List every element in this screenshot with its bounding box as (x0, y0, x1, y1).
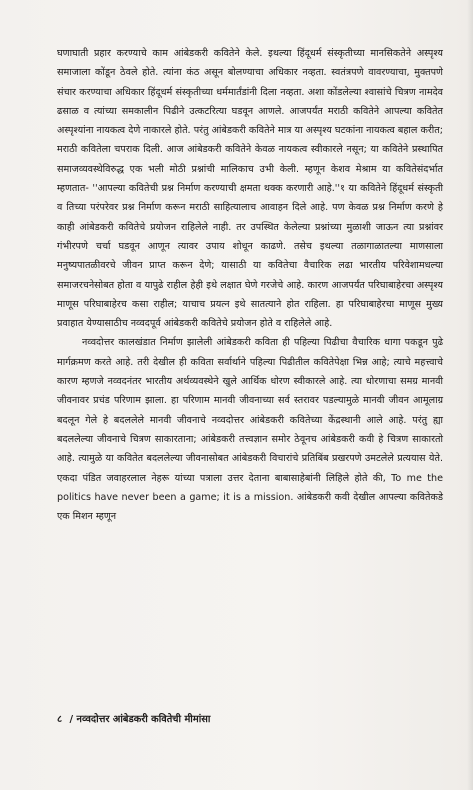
running-title: नव्वदोत्तर आंबेडकरी कवितेची मीमांसा (76, 714, 211, 725)
paragraph-1: घणाघाती प्रहार करण्याचे काम आंबेडकरी कवितेने केले. इथल्या हिंदूधर्म संस्कृतीच्या मानसिकतेने अस्पृश्य समाजाला कोंडून ठेवले होते. त्यांना कंठ असून बोलण्याचा अधिकार नव्हता. स्वतंत्रपणे वावरण्याचा, मुक्तपणे संचार करण्याचा अधिकार हिंदूधर्म संस्कृतीच्या धर्ममार्तंडांनी दिला नव्हता. अशा कोंडलेल्या श्वासांचे चित्रण नामदेव ढसाळ व त्यांच्या समकालीन पिढीने उत्कटरित्या घडवून आणले. आजपर्यंत मराठी कवितेने आपल्या कवितेत अस्पृश्यांना नायकत्व देणे नाकारले होते. परंतु आंबेडकरी कवितेने मात्र या अस्पृश्य घटकांना नायकत्व बहाल करीत; मराठी कवितेला चपराक दिली. आज आंबेडकरी कवितेने केवळ नायकत्व स्वीकारले नसून; या कवितेने प्रस्थापित समाजव्यवस्थेविरुद्ध एक भली मोठी प्रश्नांची मालिकाच उभी केली. म्हणून केशव मेश्राम या कवितेसंदर्भात म्हणतात- ''आपल्या कवितेची प्रश्न निर्माण करण्याची क्षमता थक्क करणारी आहे.''१ या कवितेने हिंदूधर्म संस्कृती व तिच्या परंपरेवर प्रश्न निर्माण करून मराठी साहित्यालाच आवाहन दिले आहे. पण केवळ प्रश्न निर्माण करणे हे काही आंबेडकरी कवितेचे प्रयोजन राहिलेले नाही. तर उपस्थित केलेल्या प्रश्नांच्या मुळाशी जाऊन त्या प्रश्नांवर गंभीरपणे चर्चा घडवून आणून त्यावर उपाय शोधून काढणे. तसेच इथल्या तळागाळातल्या माणसाला मनुष्यपातळीवरचे जीवन प्राप्त करून देणे; यासाठी या कवितेचा वैचारिक लढा भारतीय परिवेशामधल्या समाजरचनेसोबत होता व यापुढे राहील हेही इथे लक्षात घेणे गरजेचे आहे. कारण आजपर्यंत परिघाबाहेरचा अस्पृश्य माणूस परिघाबाहेरच कसा राहील; याचाच प्रयत्न इथे सातत्याने होत राहिला. हा परिघाबाहेरचा माणूस मुख्य प्रवाहात येण्यासाठीच नव्वदपूर्व आंबेडकरी कवितेचे प्रयोजन होते व राहिलेले आहे. (57, 48, 443, 330)
footer-separator: / (69, 714, 74, 725)
paragraph-2: नव्वदोत्तर कालखंडात निर्माण झालेली आंबेडकरी कविता ही पहिल्या पिढीचा वैचारिक धागा पकडून पुढे मार्गक्रमण करते आहे. तरी देखील ही कविता सर्वार्थाने पहिल्या पिढीतील कवितेपेक्षा भिन्न आहे; त्याचे महत्त्वाचे कारण म्हणजे नव्वदनंतर भारतीय अर्थव्यवस्थेने खुले आर्थिक धोरण स्वीकारले आहे. त्या धोरणाचा समग्र मानवी जीवनावर प्रचंड परिणाम झाला. हा परिणाम मानवी जीवनाच्या सर्व स्तरावर पडल्यामुळे मानवी जीवन आमूलाग्र बदलून गेले हे बदललेले मानवी जीवनाचे नव्वदोत्तर आंबेडकरी कवितेच्या केंद्रस्थानी आले आहे. परंतु ह्या बदललेल्या जीवनाचे चित्रण साकारताना; आंबेडकरी तत्त्वज्ञान समोर ठेवूनच आंबेडकरी कवी हे चित्रण साकारतो आहे. त्यामुळे या कवितेत बदललेल्या जीवनासोबत आंबेडकरी विचारांचे प्रतिबिंब प्रखरपणे उमटलेले प्रत्ययास येते. एकदा पंडित जवाहरलाल नेहरू यांच्या पत्राला उत्तर देताना बाबासाहेबांनी लिहिले होते की, To me the politics have never been a game; it is a mission. आंबेडकरी कवी देखील आपल्या कवितेकडे एक मिशन म्हणून (57, 337, 443, 523)
page-number: ८ (57, 714, 63, 725)
body-text (57, 44, 443, 526)
page-footer (57, 712, 443, 725)
